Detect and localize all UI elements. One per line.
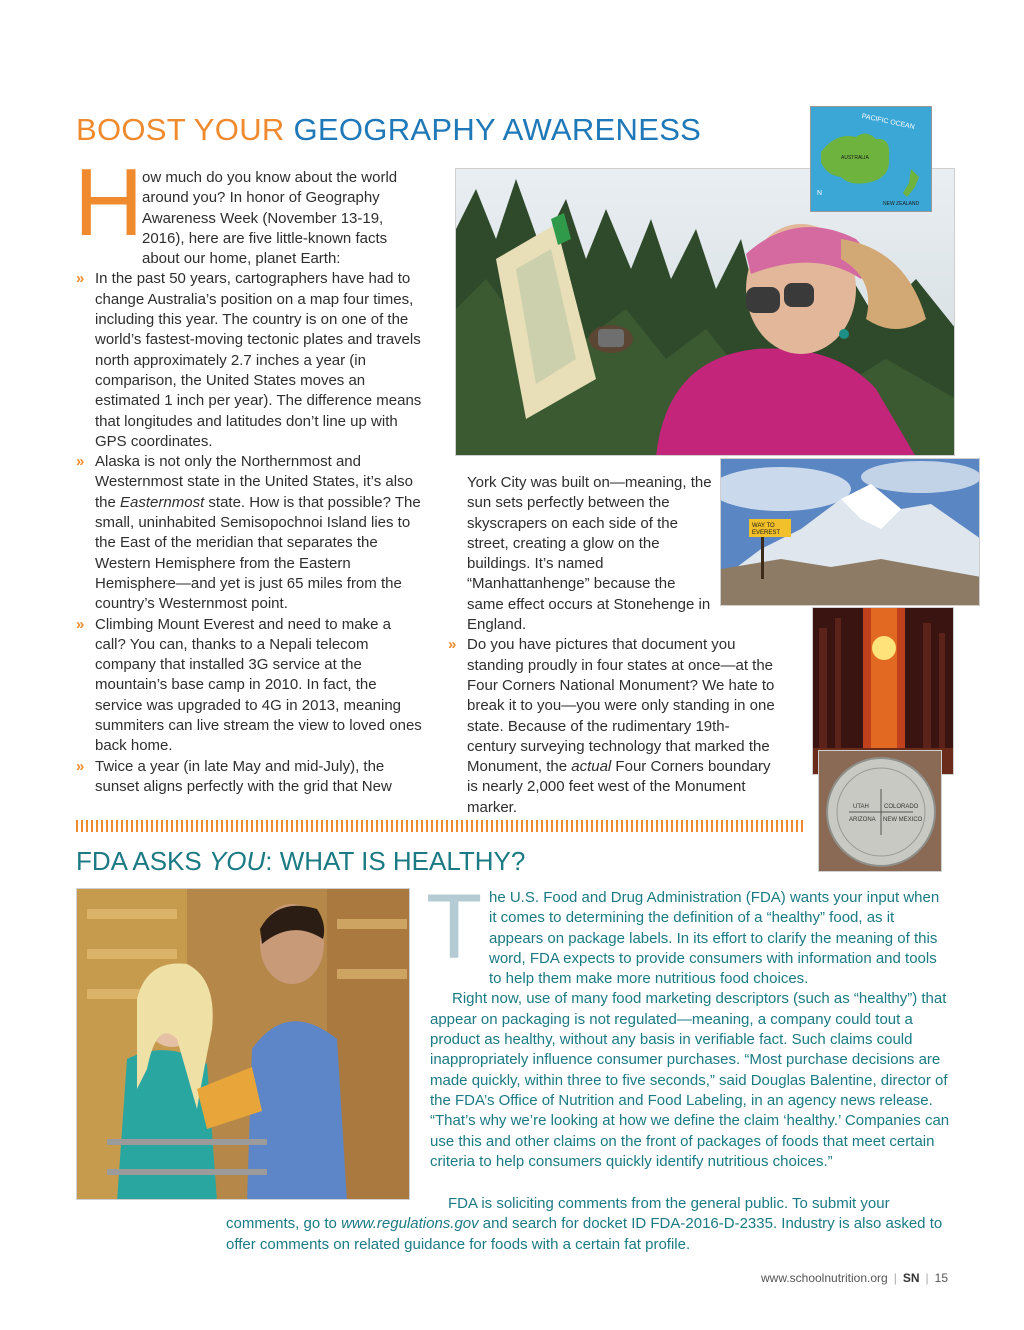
fact-5-text-a: Do you have pictures that document you standing proudly in four states at once—at the Four Corners National Monument? We hate to break it to you—you were only standing in one state. Because of the rudimentary 19th-century surveying technology that marked the Monument, the: [467, 636, 775, 776]
fda-paragraph-3: [226, 1194, 950, 1255]
fact-5-text-b: Four Corners boundary is nearly 2,000 feet west of the Monument marker.: [467, 758, 771, 816]
photo-mount-everest: [720, 458, 980, 606]
dropcap-h: H: [74, 149, 144, 256]
dropcap-t: T: [426, 876, 483, 978]
marker-new-mexico: NEW MEXICO: [883, 817, 923, 823]
footer-url[interactable]: www.schoolnutrition.org: [760, 1271, 888, 1285]
fact-4-text-part-1: Twice a year (in late May and mid-July), the sunset aligns perfectly with the grid that New: [95, 757, 392, 795]
fact-2-emphasis: Easternmost: [120, 493, 205, 511]
fact-2-text-b: state. How is that possible? The small, uninhabited Semisopochnoi Island lies to the East of the meridian that separates the Western Hemisphere from the Eastern Hemisphere—and yet is just 65 miles from the country’s Westernmost point.: [95, 493, 421, 613]
fda-paragraph-2: Right now, use of many food marketing descriptors (such as “healthy”) that appear on packaging is not regulated—meaning, a company could tout a product as healthy, without any basis in verifiable fact. Such claims could inappropriately influence consumer purchases. “Most purchase decisions are made quickly, within three to five seconds,” said Douglas Balentine, director of the FDA’s Office of Nutrition and Food Labeling, in an agency news release. “That’s why we’re looking at how we define the claim ‘healthy.’ Companies can use this and other claims on the front of packages of foods that meet certain criteria to help consumers quickly identify nutritious choices.”: [430, 990, 950, 1170]
article-2-last-paragraph: [226, 1194, 950, 1255]
fact-bullet-5: [448, 635, 778, 818]
marker-colorado: COLORADO: [884, 804, 919, 810]
footer-separator: |: [925, 1271, 929, 1285]
everest-illustration: [721, 459, 980, 606]
photo-four-corners-marker: [818, 750, 942, 872]
fact-bullet-4: [76, 757, 422, 798]
fact-5-emphasis: actual: [571, 758, 612, 776]
everest-sign-line-1: WAY TO: [752, 523, 775, 529]
intro-paragraph: ow much do you know about the world around you? In honor of Geography Awareness Week (November 13-19, 2016), here are five little-known facts about our home, planet Earth:: [142, 169, 398, 268]
title-part-orange: BOOST YOUR: [76, 112, 285, 147]
marker-arizona: ARIZONA: [849, 817, 876, 823]
shopping-illustration: [77, 889, 410, 1200]
fda-p3-text-b: and search for docket ID FDA-2016-D-2335. Industry is also asked to offer comments on related guidance for foods with a certain fat profile.: [226, 1215, 943, 1253]
title-2-emphasis: YOU: [208, 846, 266, 876]
map-ocean-label: PACIFIC OCEAN: [861, 112, 916, 132]
section-divider: [76, 820, 806, 832]
map-north-label: N: [817, 190, 823, 197]
fact-2-text-a: Alaska is not only the Northernmost and Westernmost state in the United States, it’s also the: [95, 453, 413, 511]
bullet-chevron-icon: »: [448, 636, 457, 654]
article-column-1: [76, 168, 422, 797]
title-2-part-b: : WHAT IS HEALTHY?: [265, 846, 526, 876]
four-corners-illustration: [819, 751, 942, 872]
regulations-link[interactable]: www.regulations.gov: [341, 1215, 479, 1233]
footer-brand: SN: [902, 1271, 920, 1285]
fact-3-text: Climbing Mount Everest and need to make a call? You can, thanks to a Nepali telecom company that installed 3G service at the mountain’s base camp in 2010. In fact, the service was upgraded to 4G in 2013, meaning summiters can live stream the view to loved ones back home.: [95, 615, 422, 755]
bullet-chevron-icon: »: [76, 453, 85, 471]
article-title: [76, 112, 701, 148]
photo-couple-shopping: [76, 888, 410, 1200]
fact-bullet-3: [76, 615, 422, 757]
fda-paragraph-1: he U.S. Food and Drug Administration (FDA) wants your input when it comes to determining the definition of a “healthy” food, as it appears on package labels. In its effort to clarify the meaning of this word, FDA expects to provide consumers with information and tools to help them make more nutritious food choices.: [489, 889, 940, 988]
footer-separator: |: [893, 1271, 897, 1285]
map-nz-label: NEW ZEALAND: [883, 201, 920, 207]
fact-4-text-part-2: York City was built on—meaning, the sun sets perfectly between the skyscrapers on each side of the street, creating a glow on the buildings. It’s named “Manhattanhenge” because the same effect occurs at Stonehenge in England.: [467, 474, 712, 634]
bullet-chevron-icon: »: [76, 615, 85, 633]
map-australia-label: AUSTRALIA: [841, 155, 869, 161]
title-part-blue: GEOGRAPHY AWARENESS: [293, 112, 702, 147]
page-number: 15: [934, 1271, 948, 1285]
title-2-part-a: FDA ASKS: [76, 846, 209, 876]
fact-4-continued: [448, 473, 712, 635]
marker-utah: UTAH: [853, 804, 869, 810]
fda-p3-text-a: FDA is soliciting comments from the general public. To submit your comments, go to: [226, 1195, 890, 1233]
fact-1-text: In the past 50 years, cartographers have had to change Australia’s position on a map four times, including this year. The country is on one of the world’s fastest-moving tectonic plates and travels north approximately 2.7 inches a year (in comparison, the United States moves an estimated 1 inch per year). The difference means that longitudes and latitudes don’t line up with GPS coordinates.: [95, 270, 422, 450]
australia-map-illustration: [811, 107, 932, 212]
bullet-chevron-icon: »: [76, 757, 85, 775]
everest-sign-line-2: EVEREST: [752, 530, 781, 536]
fact-bullet-1: [76, 269, 422, 452]
article-2-body: [430, 888, 950, 1172]
article-2-title: [76, 846, 525, 877]
bullet-chevron-icon: »: [76, 270, 85, 288]
photo-australia-map: [810, 106, 932, 212]
woman-map-illustration: [456, 169, 955, 456]
fact-bullet-2: [76, 452, 422, 614]
page-footer: [761, 1271, 948, 1285]
